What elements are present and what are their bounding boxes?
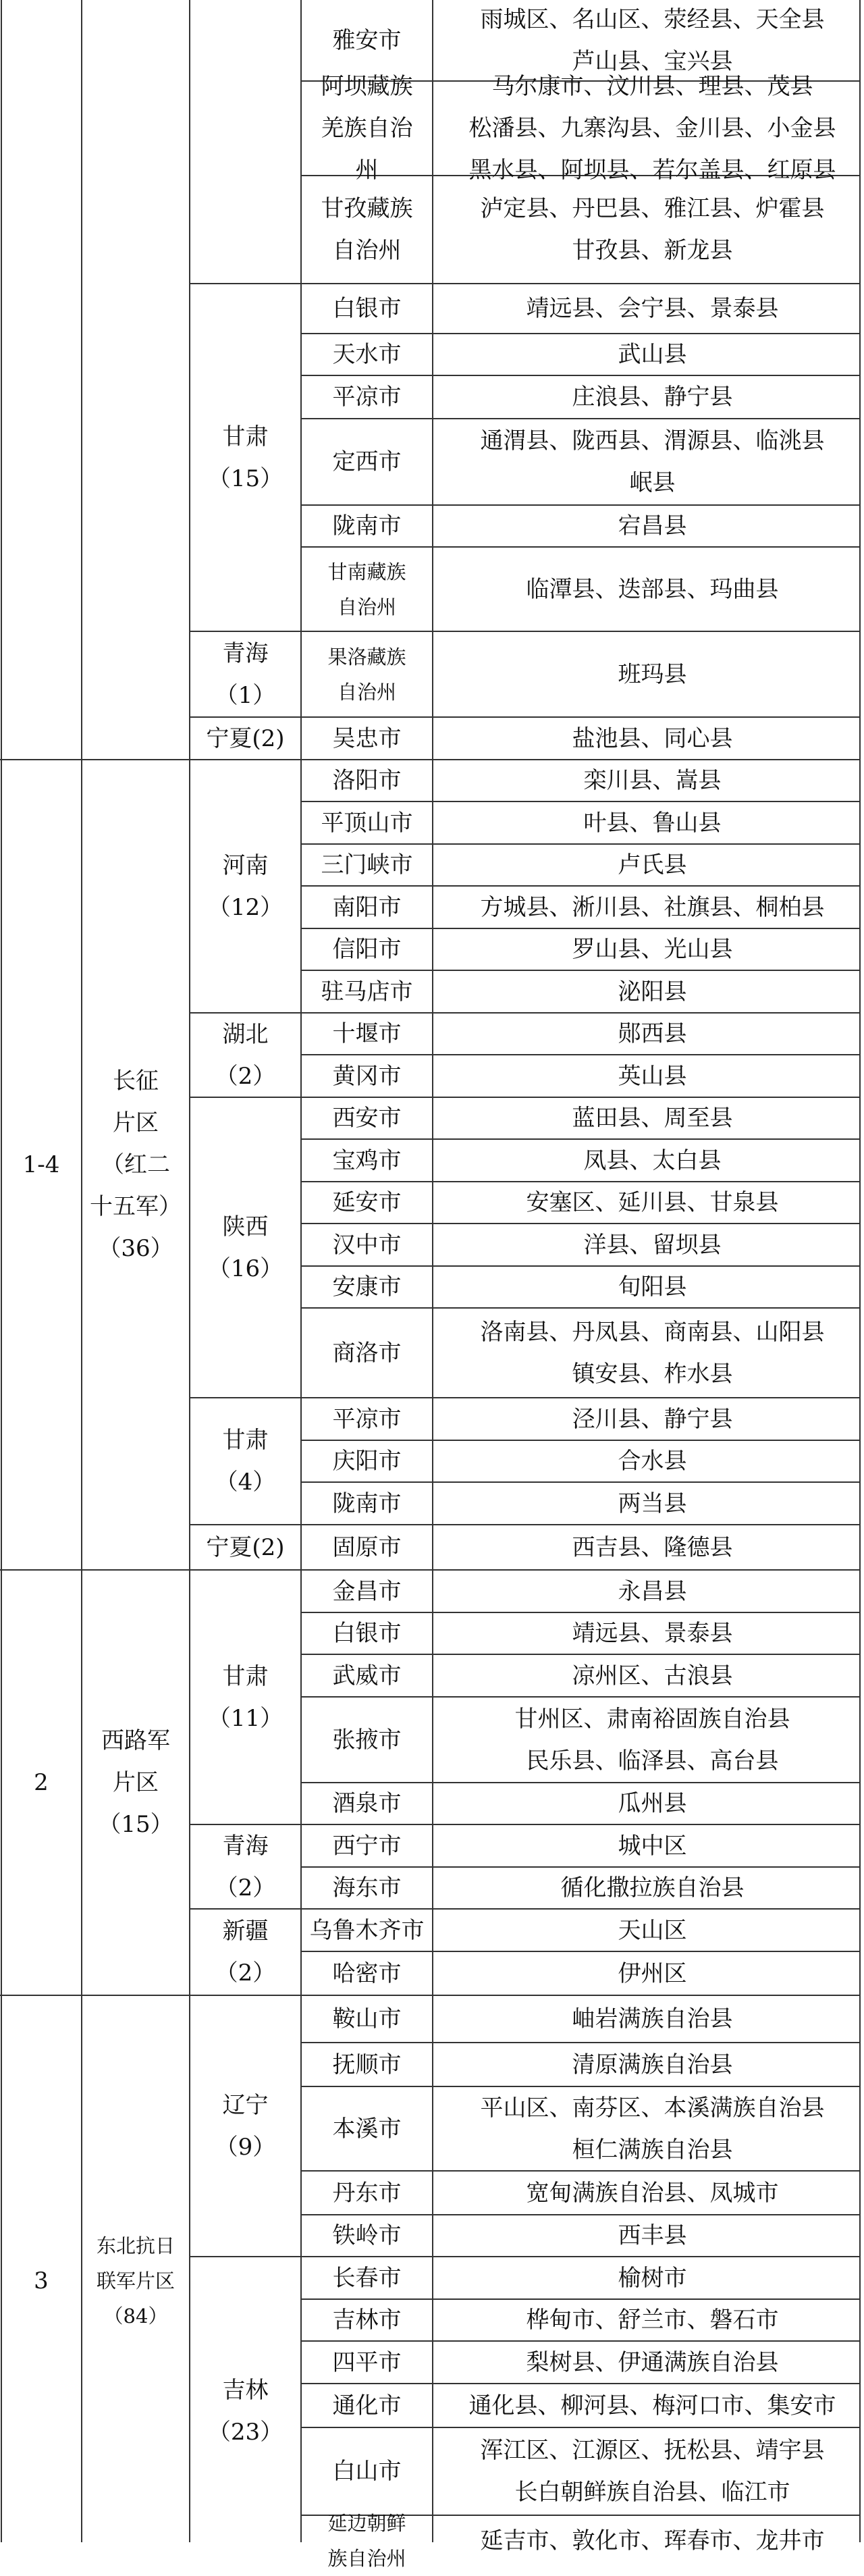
city-cell: 白银市 [332,1620,402,1647]
province-cell [190,1398,300,1525]
cell-line: 洋县、留坝县 [583,1231,722,1259]
cell-line: 青海 [222,1832,269,1860]
cell-line: （12） [207,893,284,921]
cell-line: 泾川县、静宁县 [572,1405,733,1433]
cell-line: 天山区 [618,1916,687,1944]
city-cell: 庆阳市 [332,1448,402,1475]
city-cell: 哈密市 [332,1960,402,1987]
cell-line: 甘孜藏族 [321,195,413,222]
cell-line: 洛南县、丹凤县、商南县、山阳县 [480,1318,825,1346]
city-cell: 武威市 [332,1662,402,1689]
county-cell [433,1182,861,1224]
city-cell: 南阳市 [332,893,402,921]
cell-line: 镇安县、柞水县 [572,1360,733,1388]
cell-line: 岫岩满族自治县 [572,2005,733,2032]
county-cell [433,801,861,844]
cell-line: 班玛县 [618,660,687,688]
city-cell: 平顶山市 [321,809,413,837]
city-cell: 定西市 [332,448,402,475]
city-cell: 本溪市 [332,2115,402,2143]
cell-line: 片区 [113,1769,159,1796]
cell-line: 甘孜县、新龙县 [572,237,733,264]
cell-line: 合水县 [618,1448,687,1475]
cell-line: 方城县、淅川县、社旗县、桐柏县 [480,893,825,921]
city-cell: 雅安市 [332,27,402,54]
city-cell: 天水市 [332,341,402,368]
county-cell [433,928,861,970]
cell-line: 榆树市 [618,2264,687,2292]
city-cell: 信阳市 [332,936,402,963]
county-cell [433,2086,861,2171]
city-cell: 三门峡市 [321,851,413,878]
cell-line: 西路军 [101,1727,170,1754]
city-cell: 张掖市 [332,1726,402,1754]
county-cell [433,1570,861,1612]
county-cell [433,2384,861,2427]
cell-line: 凉州区、古浪县 [572,1662,733,1689]
city-cell: 酒泉市 [332,1790,402,1817]
cell-line: 自治州 [337,595,396,619]
city-cell: 吉林市 [332,2307,402,2334]
cell-line: （9） [215,2133,276,2161]
cell-line: （2） [215,1062,276,1090]
cell-line: 延吉市、敦化市、珲春市、龙井市 [480,2527,825,2554]
county-cell [433,505,861,547]
cell-line: 西丰县 [618,2222,687,2249]
city-cell: 西宁市 [332,1832,402,1860]
cell-line: （2） [215,1960,276,1987]
cell-line: 东北抗日 [96,2234,175,2257]
cell-line: （红二 [101,1151,170,1178]
region-name [82,1995,189,2566]
cell-line: 雨城区、名山区、荥经县、天全县 [480,6,825,33]
cell-line: 延边朝鲜 [327,2511,406,2535]
city-cell: 乌鲁木齐市 [309,1916,425,1944]
cell-line: （15） [98,1811,173,1838]
cell-line: 甘肃 [222,1427,269,1454]
cell-line: 盐池县、同心县 [572,725,733,752]
city-cell [302,631,432,717]
cell-line: 英山县 [618,1062,687,1090]
cell-line: 通化县、柳河县、梅河口市、集安市 [468,2392,836,2419]
cell-line: 卢氏县 [618,851,687,878]
city-cell: 汉中市 [332,1231,402,1259]
cell-line: 永昌县 [618,1577,687,1605]
cell-line: 新疆 [222,1918,269,1945]
county-cell [433,1482,861,1525]
county-cell [433,2341,861,2384]
county-cell [433,2215,861,2257]
cell-line: 族自治州 [327,2546,406,2570]
cell-line: 栾川县、嵩县 [583,767,722,794]
cell-line: 城中区 [618,1832,687,1860]
county-cell [433,284,861,334]
city-cell: 陇南市 [332,1490,402,1517]
county-cell [433,176,861,284]
city-cell: 平凉市 [332,384,402,411]
county-cell [433,1783,861,1824]
city-cell: 十堰市 [332,1020,402,1047]
cell-line: 自治州 [332,237,402,264]
group-number: 2 [34,1769,49,1796]
province-cell [190,631,300,717]
county-cell [433,1824,861,1867]
cell-line: 凤县、太白县 [583,1147,722,1174]
city-cell: 陇南市 [332,512,402,540]
county-cell [433,1266,861,1308]
city-cell: 鞍山市 [332,2005,402,2032]
cell-line: 甘州区、肃南裕固族自治县 [514,1705,790,1733]
city-cell: 铁岭市 [332,2222,402,2249]
province-cell [190,1909,300,1995]
cell-line: 甘肃 [222,1662,269,1690]
county-cell [433,2043,861,2086]
group-number: 3 [34,2267,49,2294]
cell-line: 临潭县、迭部县、玛曲县 [526,575,779,603]
cell-line: 梨树县、伊通满族自治县 [526,2348,779,2376]
city-cell: 延安市 [332,1189,402,1216]
cell-line: 羌族自治 [321,115,413,142]
cell-line: （11） [207,1704,284,1732]
cell-line: 靖远县、景泰县 [572,1620,733,1647]
cell-line: 武山县 [618,341,687,368]
cell-line: 湖北 [222,1020,269,1048]
city-cell: 黄冈市 [332,1062,402,1090]
city-cell: 通化市 [332,2392,402,2419]
cell-line: 甘南藏族 [327,560,406,583]
county-cell [433,1654,861,1697]
cell-line: 马尔康市、汶川县、理县、茂县 [491,73,813,100]
cell-line: 吉林 [222,2377,269,2404]
county-cell [433,1909,861,1951]
city-cell: 宝鸡市 [332,1147,402,1174]
cell-line: （15） [207,465,284,492]
cell-line: 浑江区、江源区、抚松县、靖宇县 [480,2437,825,2464]
county-cell [433,1612,861,1654]
group-number: 1-4 [22,1151,60,1178]
province-cell [190,1013,300,1097]
county-cell [433,2427,861,2515]
city-cell: 白银市 [332,295,402,322]
cell-line: 辽宁 [222,2091,269,2119]
cell-line: 泸定县、丹巴县、雅江县、炉霍县 [480,195,825,222]
county-cell [433,2515,861,2566]
province-cell [190,2257,300,2566]
city-cell: 金昌市 [332,1577,402,1605]
county-cell [433,1951,861,1995]
city-cell [302,547,432,631]
county-cell [433,1097,861,1139]
county-cell [433,844,861,886]
cell-line: 两当县 [618,1490,687,1517]
cell-line: 河南 [222,851,269,879]
cell-line: 泌阳县 [618,978,687,1005]
county-cell [433,631,861,717]
county-cell [433,760,861,801]
cell-line: 长征 [113,1068,159,1095]
cell-line: 宽甸满族自治县、凤城市 [526,2179,779,2207]
province-cell [190,1097,300,1398]
province-cell [190,284,300,631]
cell-line: （84） [103,2304,168,2328]
city-cell: 丹东市 [332,2179,402,2207]
city-cell: 驻马店市 [321,978,413,1005]
city-cell: 洛阳市 [332,767,402,794]
cell-line: 联军片区 [96,2269,175,2292]
cell-line: 郧西县 [618,1020,687,1047]
city-cell: 四平市 [332,2348,402,2376]
county-cell [433,547,861,631]
county-cell [433,2299,861,2341]
cell-line: 罗山县、光山县 [572,936,733,963]
cell-line: 松潘县、九寨沟县、金川县、小金县 [468,115,836,142]
cell-line: 伊州区 [618,1960,687,1987]
province-cell: 宁夏(2) [206,1533,285,1561]
county-cell [433,970,861,1013]
county-cell [433,73,861,184]
cell-line: 平山区、南芬区、本溪满族自治县 [480,2094,825,2122]
city-cell: 长春市 [332,2264,402,2292]
cell-line: 桦甸市、舒兰市、磐石市 [526,2307,779,2334]
county-cell [433,419,861,505]
county-cell [433,2257,861,2299]
county-cell [433,1697,861,1783]
cell-line: 州 [355,157,379,184]
county-cell [433,1013,861,1055]
cell-line: 片区 [113,1109,159,1136]
province-cell [190,1995,300,2257]
cell-line: 黑水县、阿坝县、若尔盖县、红原县 [468,157,836,184]
cell-line: 甘肃 [222,423,269,450]
province-cell [190,1570,300,1824]
county-cell [433,375,861,419]
cell-line: （36） [98,1235,173,1262]
county-cell [433,717,861,760]
county-cell [433,1995,861,2043]
cell-line: 通渭县、陇西县、渭源县、临洮县 [480,427,825,454]
cell-line: 庄浪县、静宁县 [572,384,733,411]
cell-line: 民乐县、临泽县、高台县 [526,1747,779,1775]
cell-line: （16） [207,1255,284,1282]
cell-line: （4） [215,1469,276,1496]
county-cell [433,1525,861,1570]
province-cell [190,1824,300,1909]
city-cell: 安康市 [332,1273,402,1300]
cell-line: 瓜州县 [618,1790,687,1817]
city-cell: 吴忠市 [332,725,402,752]
province-cell: 宁夏(2) [206,725,285,752]
cell-line: 陕西 [222,1213,269,1240]
region-name [82,1570,189,1995]
region-name [82,760,189,1570]
county-cell [433,1867,861,1909]
cell-line: 果洛藏族 [327,645,406,668]
cell-line: 青海 [222,639,269,667]
city-cell: 商洛市 [332,1339,402,1367]
cell-line: 阿坝藏族 [321,73,413,100]
county-cell [433,886,861,928]
county-cell [433,1440,861,1482]
city-cell: 固原市 [332,1533,402,1561]
county-cell [433,1308,861,1398]
county-cell [433,2171,861,2215]
city-cell: 白山市 [332,2458,402,2485]
county-cell [433,1055,861,1097]
cell-line: 清原满族自治县 [572,2051,733,2078]
county-cell [433,1224,861,1266]
cell-line: 叶县、鲁山县 [583,809,722,837]
province-cell [190,760,300,1013]
cell-line: 西吉县、隆德县 [572,1533,733,1561]
cell-line: 循化撒拉族自治县 [560,1874,745,1901]
cell-line: 岷县 [629,469,676,496]
city-cell [302,73,432,184]
cell-line: 长白朝鲜族自治县、临江市 [514,2479,790,2506]
city-cell [302,2511,432,2570]
city-cell: 海东市 [332,1874,402,1901]
cell-line: （23） [207,2419,284,2446]
city-cell: 抚顺市 [332,2051,402,2078]
cell-line: 靖远县、会宁县、景泰县 [526,295,779,322]
cell-line: 安塞区、延川县、甘泉县 [526,1189,779,1216]
cell-line: 桓仁满族自治县 [572,2136,733,2163]
cell-line: 自治州 [337,680,396,704]
city-cell: 西安市 [332,1105,402,1132]
cell-line: 旬阳县 [618,1273,687,1300]
cell-line: 芦山县、宝兴县 [572,48,733,75]
county-cell [433,334,861,375]
county-cell [433,1139,861,1182]
cell-line: 宕昌县 [618,512,687,540]
county-cell [433,1398,861,1440]
cell-line: （1） [215,681,276,709]
city-cell [302,176,432,284]
cell-line: 蓝田县、周至县 [572,1105,733,1132]
cell-line: 十五军） [90,1193,182,1220]
city-cell: 平凉市 [332,1405,402,1433]
cell-line: （2） [215,1874,276,1901]
